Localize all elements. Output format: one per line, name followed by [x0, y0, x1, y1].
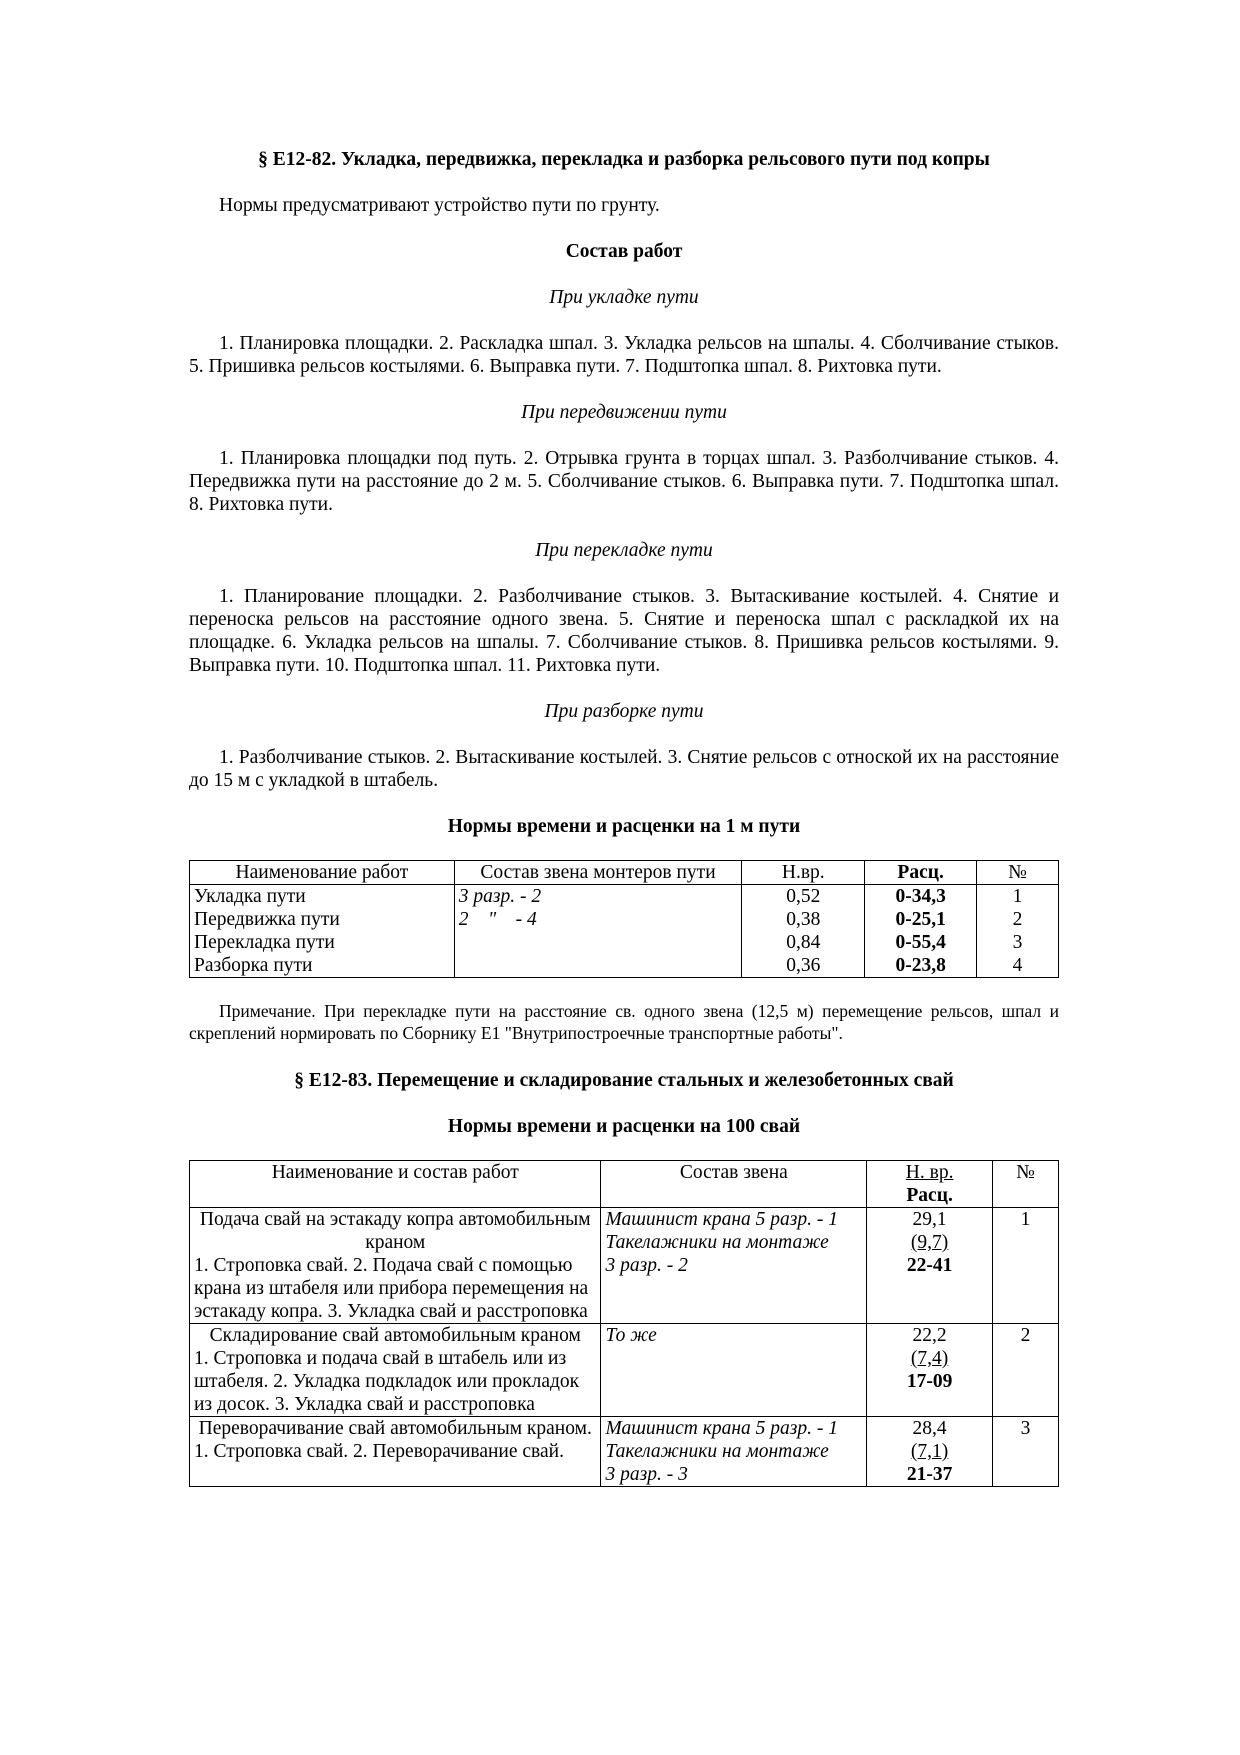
table-header-cell: Наименование работ — [190, 861, 455, 885]
work-title: Переворачивание свай автомобильным краном. — [198, 1418, 592, 1439]
norms-table-piles — [189, 1160, 1059, 1487]
crew-line: 3 разр. - 3 — [605, 1464, 688, 1485]
section-title-e12-82: § Е12-82. Укладка, передвижка, перекладка и разборка рельсового пути под копры — [258, 149, 990, 170]
table2-heading: Нормы времени и расценки на 100 свай — [447, 1116, 801, 1137]
crew-cell — [601, 1324, 867, 1417]
table-header-cell: Н.вр. — [742, 861, 865, 885]
work-text: 1. Строповка свай. 2. Переворачивание свай. — [194, 1441, 564, 1462]
work-text: 1. Строповка свай. 2. Подача свай с помощью крана из штабеля или прибора перемещения на эстакаду копра. 3. Укладка свай и расстроповка — [194, 1255, 589, 1322]
time-norm-machinist: (7,4) — [910, 1348, 949, 1369]
table1-heading: Нормы времени и расценки на 1 м пути — [447, 816, 801, 837]
crew-cell — [601, 1208, 867, 1324]
rate: 0-25,1 — [865, 908, 977, 931]
intro-paragraph: Нормы предусматривают устройство пути по грунту. — [219, 195, 660, 216]
header-rate: Расц. — [906, 1185, 953, 1206]
rate: 0-55,4 — [865, 931, 977, 954]
work-name: Укладка пути — [190, 885, 455, 909]
crew-line: То же — [605, 1325, 657, 1346]
subheading-dismantling: При разборке пути — [544, 701, 704, 722]
row-number: 1 — [977, 885, 1059, 909]
time-rate-cell — [867, 1208, 993, 1324]
rate: 0-34,3 — [865, 885, 977, 909]
table-row — [190, 908, 1059, 931]
work-text: 1. Строповка и подача свай в штабель или из штабеля. 2. Укладка подкладок или прокладок из досок. 3. Укладка свай и расстроповка — [194, 1348, 580, 1415]
crew-line: Машинист крана 5 разр. - 1 — [605, 1209, 838, 1230]
paragraph-dismantling: 1. Разболчивание стыков. 2. Вытаскивание костылей. 3. Снятие рельсов с отноской их на расстояние до 15 м с укладкой в штабель. — [189, 747, 1059, 791]
crew-cell — [601, 1417, 867, 1487]
row-number: 2 — [993, 1324, 1059, 1417]
row-number: 1 — [993, 1208, 1059, 1324]
subheading-moving: При передвижении пути — [521, 402, 727, 423]
row-number: 2 — [977, 908, 1059, 931]
time-norm: 0,38 — [742, 908, 865, 931]
table-row — [190, 885, 1059, 909]
crew-line: Такелажники на монтаже — [605, 1441, 829, 1462]
table-header-row — [190, 1161, 1059, 1208]
header-time: Н. вр. — [905, 1162, 954, 1183]
works-heading: Состав работ — [565, 241, 683, 262]
crew-line: Машинист крана 5 разр. - 1 — [605, 1418, 838, 1439]
time-rate-cell — [867, 1324, 993, 1417]
table-header-cell: Расц. — [865, 861, 977, 885]
time-norm: 22,2 — [912, 1325, 947, 1346]
table-row — [190, 1324, 1059, 1417]
subheading-relaying: При перекладке пути — [535, 540, 713, 561]
work-cell — [190, 1208, 601, 1324]
row-number: 4 — [977, 954, 1059, 978]
document-page — [189, 148, 1059, 1487]
subheading-laying: При укладке пути — [549, 287, 699, 308]
time-norm-machinist: (7,1) — [910, 1441, 949, 1462]
time-norm: 0,36 — [742, 954, 865, 978]
crew — [454, 931, 742, 954]
time-norm: 0,52 — [742, 885, 865, 909]
row-number: 3 — [977, 931, 1059, 954]
time-norm: 29,1 — [912, 1209, 947, 1230]
rate: 21-37 — [906, 1464, 953, 1485]
table-header-cell-time-rate — [867, 1161, 993, 1208]
table-row — [190, 954, 1059, 978]
time-norm-machinist: (9,7) — [910, 1232, 949, 1253]
table-header-cell: Состав звена монтеров пути — [454, 861, 742, 885]
table-row — [190, 1208, 1059, 1324]
crew — [454, 954, 742, 978]
norms-table-track — [189, 860, 1059, 978]
work-cell — [190, 1417, 601, 1487]
table-row — [190, 931, 1059, 954]
time-norm: 0,84 — [742, 931, 865, 954]
work-title: Складирование свай автомобильным краном — [209, 1325, 581, 1346]
rate: 17-09 — [906, 1371, 953, 1392]
work-name: Перекладка пути — [190, 931, 455, 954]
table-note: Примечание. При перекладке пути на расстояние св. одного звена (12,5 м) перемещение рельсов, шпал и скреплений нормировать по Сборнику Е1 "Внутрипостроечные транспортные работы". — [189, 1001, 1059, 1043]
time-norm: 28,4 — [912, 1418, 947, 1439]
work-name: Передвижка пути — [190, 908, 455, 931]
crew-line: 3 разр. - 2 — [605, 1255, 688, 1276]
time-rate-cell — [867, 1417, 993, 1487]
crew: 3 разр. - 2 — [454, 885, 742, 909]
crew-line: Такелажники на монтаже — [605, 1232, 829, 1253]
work-title: Подача свай на эстакаду копра автомобильным краном — [199, 1209, 591, 1253]
rate: 0-23,8 — [865, 954, 977, 978]
table-header-cell: № — [993, 1161, 1059, 1208]
table-header-cell: Наименование и состав работ — [190, 1161, 601, 1208]
rate: 22-41 — [906, 1255, 953, 1276]
table-header-cell: Состав звена — [601, 1161, 867, 1208]
section-title-e12-83: § Е12-83. Перемещение и складирование стальных и железобетонных свай — [294, 1070, 954, 1091]
table-header-row — [190, 861, 1059, 885]
paragraph-laying: 1. Планировка площадки. 2. Раскладка шпал. 3. Укладка рельсов на шпалы. 4. Сболчивание стыков. 5. Пришивка рельсов костылями. 6. Выправка пути. 7. Подштопка шпал. 8. Рихтовка пути. — [189, 333, 1059, 377]
work-name: Разборка пути — [190, 954, 455, 978]
crew: 2 " - 4 — [454, 908, 742, 931]
table-row — [190, 1417, 1059, 1487]
table-header-cell: № — [977, 861, 1059, 885]
paragraph-relaying: 1. Планирование площадки. 2. Разболчивание стыков. 3. Вытаскивание костылей. 4. Снятие и переноска рельсов на расстояние одного звена. 5. Снятие и переноска шпал с раскладкой их на площадке. 6. Укладка рельсов на шпалы. 7. Сболчивание стыков. 8. Пришивка рельсов костылями. 9. Выправка пути. 10. Подштопка шпал. 11. Рихтовка пути. — [189, 586, 1059, 676]
row-number: 3 — [993, 1417, 1059, 1487]
paragraph-moving: 1. Планировка площадки под путь. 2. Отрывка грунта в торцах шпал. 3. Разболчивание стыков. 4. Передвижка пути на расстояние до 2 м. 5. Сболчивание стыков. 6. Выправка пути. 7. Подштопка шпал. 8. Рихтовка пути. — [189, 448, 1059, 515]
work-cell — [190, 1324, 601, 1417]
